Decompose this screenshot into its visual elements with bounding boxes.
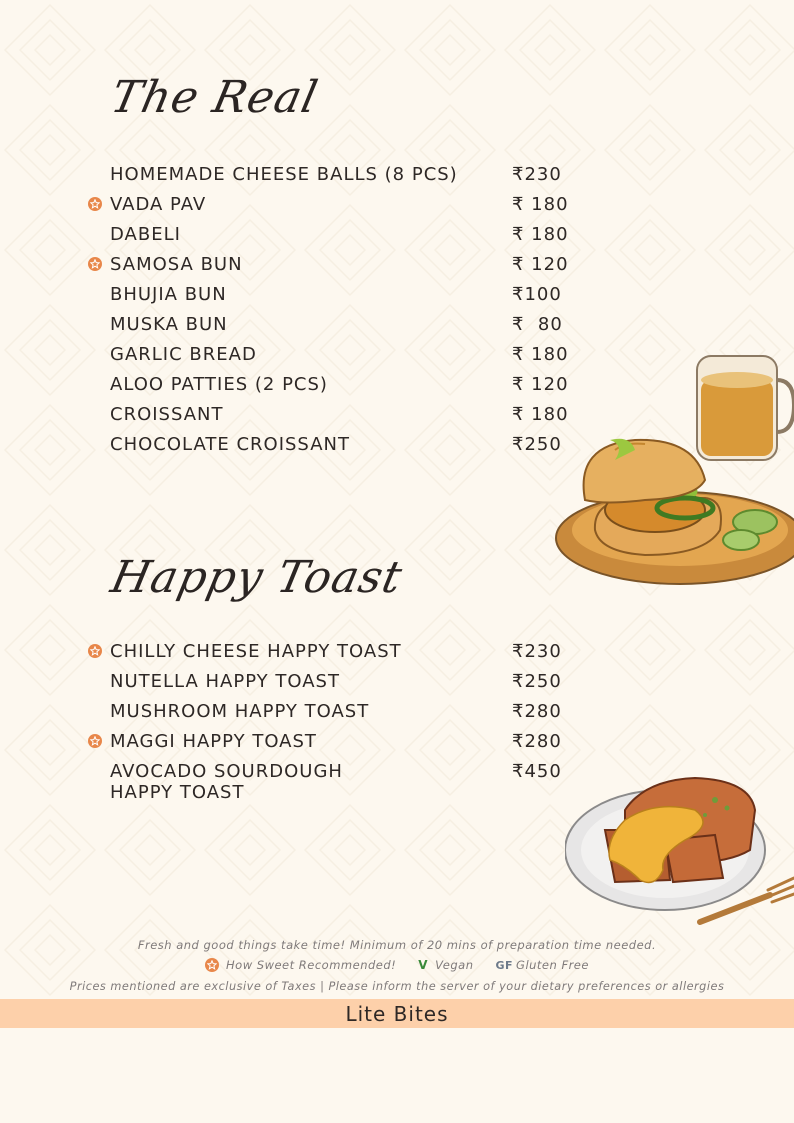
gluten-free-icon: GF [495, 958, 514, 972]
menu-item-name: SAMOSA BUN [110, 254, 243, 275]
item-marker [86, 434, 110, 454]
item-marker [86, 224, 110, 244]
recommended-star-icon [88, 644, 102, 658]
vada-pav-illustration [555, 350, 794, 590]
menu-item-name: CROISSANT [110, 404, 224, 425]
item-marker [86, 344, 110, 364]
legend-gluten-free-label: Gluten Free [516, 958, 589, 972]
menu-item [86, 404, 576, 430]
menu-item [86, 194, 576, 220]
menu-item-price: ₹280 [512, 701, 562, 722]
legend-gluten-free [495, 958, 588, 972]
vegan-icon: V [418, 958, 429, 972]
menu-item-name: DABELI [110, 224, 181, 245]
menu-item-price: ₹250 [512, 671, 562, 692]
item-marker [86, 701, 110, 721]
menu-item-name: NUTELLA HAPPY TOAST [110, 671, 340, 692]
menu-item-price: ₹ 80 [512, 314, 563, 335]
recommended-star-icon [88, 257, 102, 271]
item-marker [86, 314, 110, 334]
menu-item-name: MUSKA BUN [110, 314, 228, 335]
menu-item-price: ₹230 [512, 641, 562, 662]
menu-item [86, 731, 576, 757]
menu-item-price: ₹100 [512, 284, 562, 305]
menu-item [86, 314, 576, 340]
menu-item [86, 164, 576, 190]
menu-item-price: ₹450 [512, 761, 562, 782]
menu-item [86, 254, 576, 280]
menu-item-price: ₹ 120 [512, 374, 569, 395]
menu-item-name: HOMEMADE CHEESE BALLS (8 PCS) [110, 164, 458, 185]
menu-item [86, 224, 576, 250]
item-marker [86, 254, 110, 274]
menu-category-band: Lite Bites [0, 999, 794, 1028]
menu-item-price: ₹ 120 [512, 254, 569, 275]
menu-item-name: VADA PAV [110, 194, 207, 215]
dietary-legend [0, 958, 794, 972]
menu-item-name: CHILLY CHEESE HAPPY TOAST [110, 641, 402, 662]
menu-item-price: ₹ 180 [512, 194, 569, 215]
menu-item-price: ₹ 180 [512, 224, 569, 245]
menu-item-price: ₹250 [512, 434, 562, 455]
menu-item [86, 641, 576, 667]
happy-toast-illustration [565, 770, 794, 935]
item-marker [86, 671, 110, 691]
section-title-happy-toast: Happy Toast [106, 552, 408, 603]
menu-item-price: ₹230 [512, 164, 562, 185]
menu-item-name: GARLIC BREAD [110, 344, 257, 365]
menu-item-name: CHOCOLATE CROISSANT [110, 434, 350, 455]
item-marker [86, 164, 110, 184]
menu-item-price: ₹280 [512, 731, 562, 752]
legend-vegan [418, 958, 473, 972]
menu-item [86, 434, 576, 460]
item-marker [86, 374, 110, 394]
menu-item-name: AVOCADO SOURDOUGH HAPPY TOAST [110, 761, 343, 803]
recommended-star-icon [88, 734, 102, 748]
menu-item-name: ALOO PATTIES (2 PCS) [110, 374, 328, 395]
menu-item [86, 284, 576, 310]
menu-item-price: ₹ 180 [512, 404, 569, 425]
legend-vegan-label: Vegan [435, 958, 474, 972]
legend-recommended-label: How Sweet Recommended! [226, 958, 397, 972]
item-marker [86, 761, 110, 781]
menu-item [86, 761, 576, 803]
recommended-star-icon [205, 958, 219, 972]
item-marker [86, 194, 110, 214]
preparation-note: Fresh and good things take time! Minimum of 20 mins of preparation time needed. [137, 938, 657, 952]
section-title-the-real: The Real [106, 72, 323, 123]
item-marker [86, 284, 110, 304]
menu-item-name: MUSHROOM HAPPY TOAST [110, 701, 370, 722]
recommended-star-icon [88, 197, 102, 211]
menu-item-name: MAGGI HAPPY TOAST [110, 731, 317, 752]
tax-disclaimer: Prices mentioned are exclusive of Taxes | Please inform the server of your dietary preferences or allergies [69, 980, 725, 993]
menu-item [86, 701, 576, 727]
item-marker [86, 641, 110, 661]
legend-recommended [205, 958, 396, 972]
menu-item-price: ₹ 180 [512, 344, 569, 365]
item-marker [86, 731, 110, 751]
menu-item [86, 374, 576, 400]
item-marker [86, 404, 110, 424]
menu-item-name: BHUJIA BUN [110, 284, 227, 305]
menu-item [86, 344, 576, 370]
menu-item [86, 671, 576, 697]
